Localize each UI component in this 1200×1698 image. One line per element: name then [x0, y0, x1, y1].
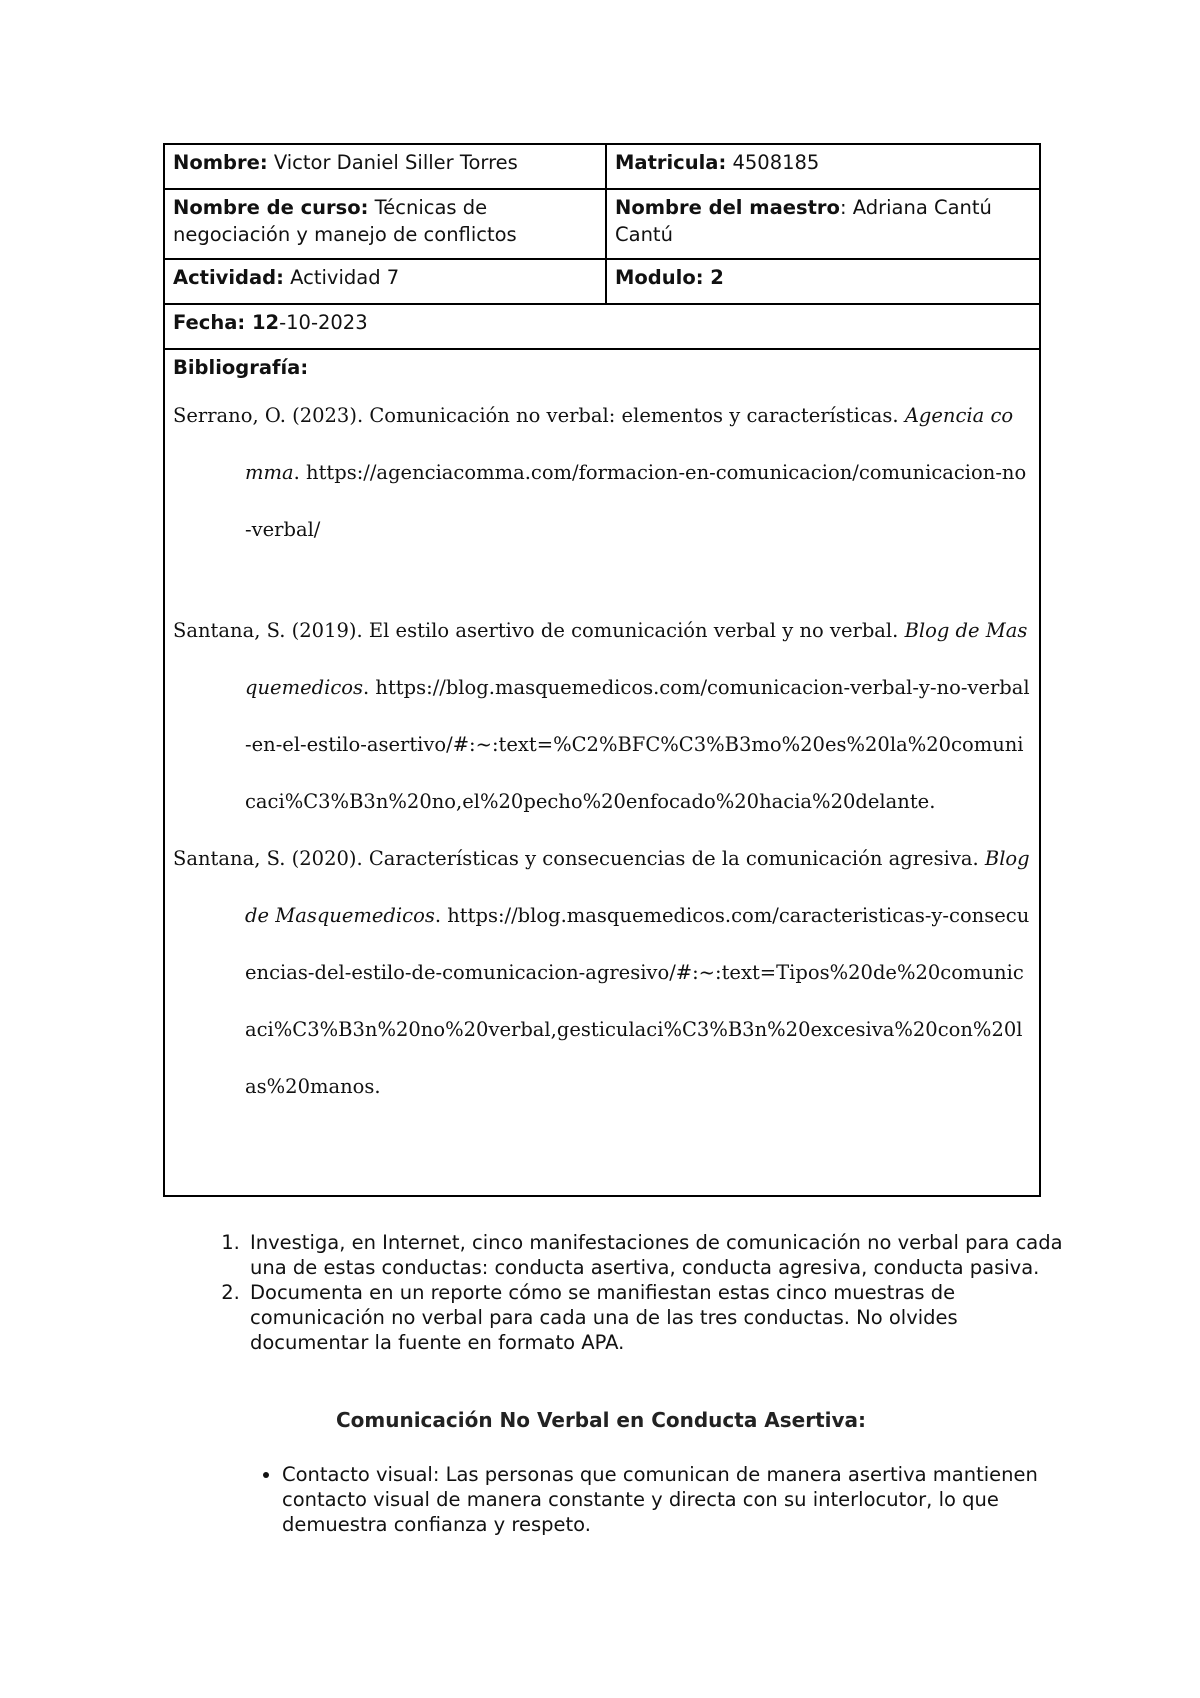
- reference-3-url: . https://blog.masquemedicos.com/caracteristicas-y-consecuencias-del-estilo-de-comunicacion-agresivo/#:~:text=Tipos%20de%20comunicaci%C3%B3n%20no%20verbal,gesticulaci%C3%B3n%20excesiva%20con%20las%20manos.: [245, 904, 1030, 1098]
- header-table: [163, 143, 1041, 1197]
- reference-3: [173, 830, 1031, 1115]
- fecha-day: 12: [251, 311, 280, 334]
- actividad-cell: [164, 259, 606, 304]
- nombre-value: Victor Daniel Siller Torres: [267, 151, 518, 174]
- fecha-rest: -10-2023: [279, 311, 368, 334]
- nombre-cell: [164, 144, 606, 189]
- reference-2-url: . https://blog.masquemedicos.com/comunicacion-verbal-y-no-verbal-en-el-estilo-asertivo/#:~:text=%C2%BFC%C3%B3mo%20es%20la%20comunicaci%C3%B3n%20no,el%20pecho%20enfocado%20hacia%20delante.: [245, 676, 1030, 813]
- bibliografia-label: Bibliografía:: [173, 356, 309, 379]
- reference-2: [173, 602, 1031, 830]
- curso-value: Técnicas de negociación y manejo de conflictos: [173, 196, 517, 246]
- modulo-label: Modulo: 2: [615, 266, 724, 289]
- task-item: 2. Documenta en un reporte cómo se manifiestan estas cinco muestras de comunicación no verbal para cada una de las tres conductas. No olvides documentar la fuente en formato APA.: [246, 1280, 1078, 1355]
- fecha-label: Fecha:: [173, 311, 252, 334]
- modulo-cell: [606, 259, 1040, 304]
- reference-2-source: Blog de Masquemedicos: [245, 619, 1028, 699]
- reference-1-text: Serrano, O. (2023). Comunicación no verbal: elementos y características.: [173, 404, 905, 427]
- curso-cell: [164, 189, 606, 259]
- bibliografia-cell: [164, 349, 1040, 1196]
- reference-1-source: Agencia comma: [245, 404, 1014, 484]
- list-item: • Contacto visual: Las personas que comunican de manera asertiva mantienen contacto visual de manera constante y directa con su interlocutor, lo que demuestra confianza y respeto.: [282, 1462, 1082, 1537]
- matricula-label: Matricula:: [615, 151, 727, 174]
- maestro-value: : Adriana Cantú Cantú: [615, 196, 992, 246]
- reference-1-url: . https://agenciacomma.com/formacion-en-comunicacion/comunicacion-no-verbal/: [245, 461, 1027, 541]
- reference-2-text: Santana, S. (2019). El estilo asertivo de comunicación verbal y no verbal.: [173, 619, 905, 642]
- reference-1: [173, 387, 1031, 558]
- actividad-label: Actividad:: [173, 266, 284, 289]
- section-title: Comunicación No Verbal en Conducta Asertiva:: [335, 1408, 867, 1432]
- maestro-cell: [606, 189, 1040, 259]
- reference-3-text: Santana, S. (2020). Características y consecuencias de la comunicación agresiva.: [173, 847, 985, 870]
- maestro-label: Nombre del maestro: [615, 196, 840, 219]
- curso-label: Nombre de curso:: [173, 196, 369, 219]
- points-list: [245, 1462, 1082, 1537]
- task-item: 1. Investiga, en Internet, cinco manifestaciones de comunicación no verbal para cada una de estas conductas: conducta asertiva, conducta agresiva, conducta pasiva.: [246, 1230, 1078, 1280]
- task-list: [208, 1230, 1078, 1355]
- actividad-value: Actividad 7: [283, 266, 400, 289]
- fecha-cell: [164, 304, 1040, 349]
- nombre-label: Nombre:: [173, 151, 268, 174]
- matricula-value: 4508185: [726, 151, 820, 174]
- matricula-cell: [606, 144, 1040, 189]
- reference-3-source: Blog de Masquemedicos: [245, 847, 1030, 927]
